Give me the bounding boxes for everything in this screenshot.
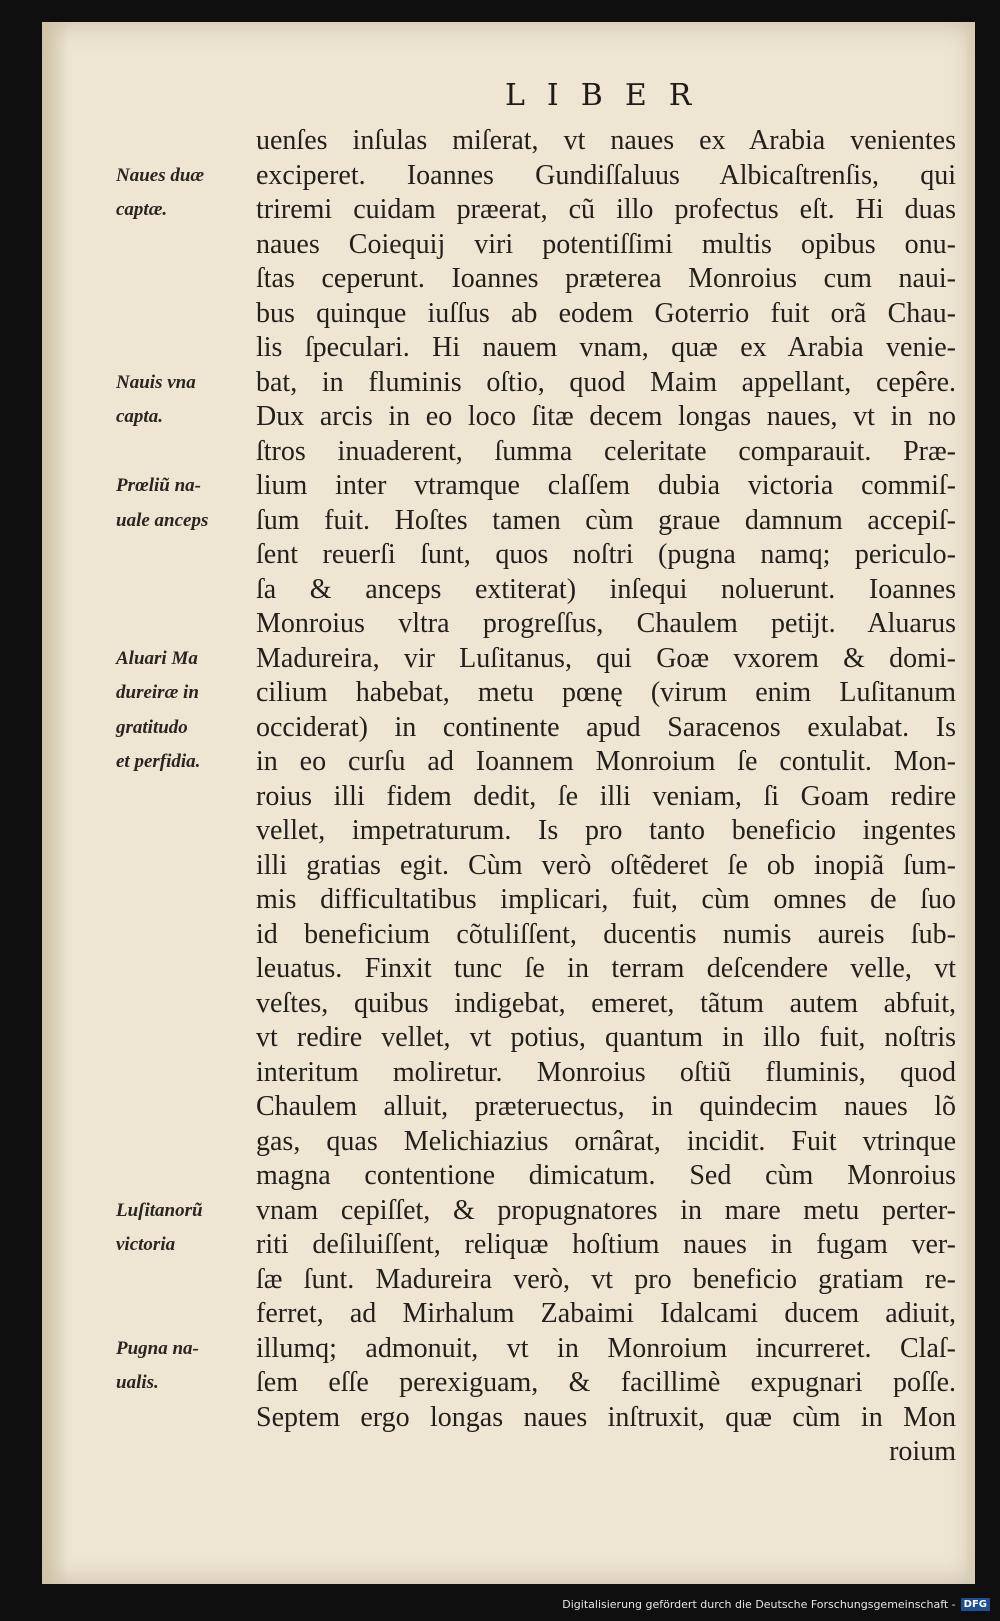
text-line: bus quinque iuſſus ab eodem Goterrio fuit orã Chau-	[256, 297, 956, 329]
text-line: exciperet. Ioannes Gundiſſaluus Albicaſtrenſis, qui	[256, 159, 956, 191]
text-line: cilium habebat, metu pœnę (virum enim Luſitanum	[256, 677, 956, 708]
text-line: uenſes inſulas miſerat, vt naues ex Arabia venientes	[256, 125, 956, 156]
text-line: vellet, impetraturum. Is pro tanto beneficio ingentes	[256, 815, 956, 846]
margin-note-line: Prœliũ na-	[116, 475, 201, 496]
credit-text: Digitalisierung gefördert durch die Deutsche Forschungsgemeinschaft -	[562, 1598, 956, 1611]
margin-note-line: gratitudo	[116, 716, 188, 738]
page-gutter-shadow	[42, 22, 68, 1584]
margin-note-line: captæ.	[116, 199, 168, 220]
margin-note	[116, 159, 204, 228]
text-line: ſum fuit. Hoſtes tamen cùm graue damnum accepiſ-	[256, 504, 956, 536]
text-line: vnam cepiſſet, & propugnatores in mare metu perter-	[256, 1194, 956, 1226]
margin-note-line: Luſitanorũ	[116, 1199, 203, 1221]
text-line: occiderat) in continente apud Saracenos exulabat. Is	[256, 711, 956, 743]
text-line: leuatus. Finxit tunc ſe in terram deſcendere velle, vt	[256, 953, 956, 984]
text-line: in eo curſu ad Ioannem Monroium ſe contulit. Mon-	[256, 746, 956, 777]
margin-note	[116, 469, 208, 538]
margin-note-line: Nauis vna	[116, 371, 196, 393]
text-line: lium inter vtramque claſſem dubia victoria commiſ-	[256, 470, 956, 501]
text-line: id beneficium cõtuliſſent, ducentis numis aureis ſub-	[256, 918, 956, 950]
text-line: gas, quas Melichiazius ornârat, incidit. Fuit vtrinque	[256, 1125, 956, 1157]
text-line: ſem eſſe perexiguam, & facillimè expugnari poſſe.	[256, 1367, 956, 1398]
margin-note-line: dureiræ in	[116, 682, 199, 703]
margin-note	[116, 642, 200, 780]
text-line: triremi cuidam præerat, cũ illo profectus eſt. Hi duas	[256, 194, 956, 225]
text-line: ſæ ſunt. Madureira verò, vt pro beneficio gratiam re-	[256, 1263, 956, 1295]
text-line: ſtas ceperunt. Ioannes præterea Monroius cum naui-	[256, 263, 956, 294]
text-line: Chaulem alluit, præteruectus, in quindecim naues lõ	[256, 1091, 956, 1122]
book-page	[42, 22, 975, 1584]
text-line: bat, in fluminis oſtio, quod Maim appellant, cepêre.	[256, 366, 956, 398]
text-line: lis ſpeculari. Hi nauem vnam, quæ ex Arabia venie-	[256, 332, 956, 363]
margin-note-line: uale anceps	[116, 509, 209, 531]
body-text	[256, 124, 956, 1470]
text-line: interitum moliretur. Monroius oſtiũ fluminis, quod	[256, 1056, 956, 1088]
text-line: magna contentione dimicatum. Sed cùm Monroius	[256, 1160, 956, 1191]
margin-note	[116, 1194, 203, 1263]
margin-note	[116, 366, 196, 435]
catchword: roium	[889, 1436, 956, 1467]
text-line: riti deſiluiſſent, reliquæ hoſtium naues in fugam ver-	[256, 1229, 956, 1260]
margin-note-line: Aluari Ma	[116, 647, 198, 669]
text-line: mis difficultatibus implicari, fuit, cùm omnes de ſuo	[256, 884, 956, 915]
digitization-credit	[562, 1598, 990, 1611]
text-line: ſtros inuaderent, ſumma celeritate comparauit. Præ-	[256, 435, 956, 467]
margin-note-line: victoria	[116, 1234, 176, 1255]
text-line: vt redire vellet, vt potius, quantum in illo fuit, noſtris	[256, 1022, 956, 1053]
margin-note-line: et perfidia.	[116, 751, 201, 772]
page-edge-shadow	[965, 22, 975, 1584]
text-line: ferret, ad Mirhalum Zabaimi Idalcami ducem adiuit,	[256, 1298, 956, 1329]
margin-note-line: Naues duæ	[116, 164, 205, 186]
margin-note	[116, 1332, 199, 1401]
text-line: veſtes, quibus indigebat, emeret, tãtum autem abfuit,	[256, 987, 956, 1019]
text-line: Monroius vltra progreſſus, Chaulem petijt. Aluarus	[256, 608, 956, 639]
text-line: ſa & anceps extiterat) inſequi noluerunt. Ioannes	[256, 573, 956, 605]
margin-note-line: capta.	[116, 406, 163, 427]
margin-note-line: Pugna na-	[116, 1337, 199, 1359]
running-head: LIBER	[505, 78, 714, 113]
text-line: roius illi fidem dedit, ſe illi veniam, ſi Goam redire	[256, 780, 956, 812]
text-line: naues Coiequij viri potentiſſimi multis opibus onu-	[256, 228, 956, 260]
text-line: illi gratias egit. Cùm verò oſtẽderet ſe ob inopiã ſum-	[256, 849, 956, 881]
text-line: illumq; admonuit, vt in Monroium incurreret. Claſ-	[256, 1332, 956, 1364]
text-line: Dux arcis in eo loco ſitæ decem longas naues, vt in no	[256, 401, 956, 432]
margin-note-line: ualis.	[116, 1372, 159, 1393]
dfg-logo-icon: DFG	[961, 1598, 990, 1611]
text-line: Septem ergo longas naues inſtruxit, quæ cùm in Mon	[256, 1401, 956, 1433]
text-line: ſent reuerſi ſunt, quos noſtri (pugna namq; periculo-	[256, 539, 956, 570]
text-line: Madureira, vir Luſitanus, qui Goæ vxorem & domi-	[256, 642, 956, 674]
